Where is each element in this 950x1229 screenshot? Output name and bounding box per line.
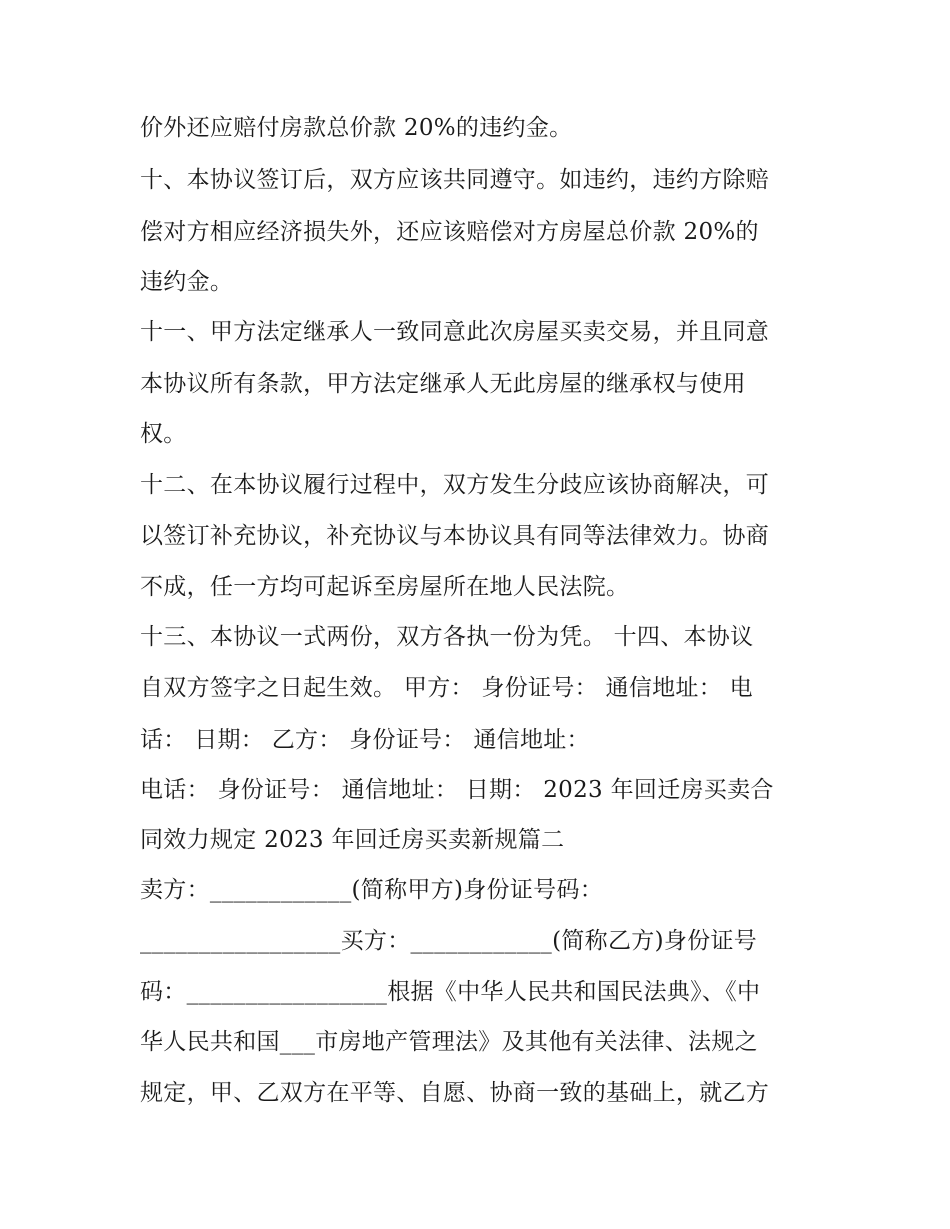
text-line: 十二、在本协议履行过程中，双方发生分歧应该协商解决，可 — [140, 472, 770, 498]
text-line: 以签订补充协议，补充协议与本协议具有同等法律效力。协商 — [140, 523, 770, 549]
text-line: 违约金。 — [140, 269, 234, 295]
text-line: 十、本协议签订后，双方应该共同遵守。如违约，违约方除赔 — [140, 167, 770, 193]
text-line: 电话： 身份证号： 通信地址： 日期： 2023 年回迁房买卖合 — [140, 777, 774, 803]
text-line: _________________买方：____________(简称乙方)身份证号 — [140, 928, 758, 954]
text-line: 话： 日期： 乙方： 身份证号： 通信地址： — [140, 727, 590, 753]
text-line: 本协议所有条款，甲方法定继承人无此房屋的继承权与使用 — [140, 371, 746, 397]
text-line: 十一、甲方法定继承人一致同意此次房屋买卖交易，并且同意 — [140, 319, 770, 345]
text-line: 卖方：____________(简称甲方)身份证号码： — [140, 877, 604, 903]
text-line: 十三、本协议一式两份，双方各执一份为凭。 十四、本协议 — [140, 624, 754, 650]
text-line: 自双方签字之日起生效。 甲方： 身份证号： 通信地址： 电 — [140, 675, 753, 701]
text-line: 不成，任一方均可起诉至房屋所在地人民法院。 — [140, 574, 630, 600]
text-line: 价外还应赔付房款总价款 20%的违约金。 — [140, 115, 573, 141]
text-line: 权。 — [140, 421, 187, 447]
text-line: 华人民共和国___市房地产管理法》及其他有关法律、法规之 — [140, 1029, 758, 1055]
text-line: 规定，甲、乙双方在平等、自愿、协商一致的基础上，就乙方 — [140, 1080, 770, 1106]
text-line: 同效力规定 2023 年回迁房买卖新规篇二 — [140, 827, 565, 853]
text-line: 偿对方相应经济损失外，还应该赔偿对方房屋总价款 20%的 — [140, 219, 759, 245]
text-line: 码：_________________根据《中华人民共和国民法典》、《中 — [140, 979, 761, 1005]
